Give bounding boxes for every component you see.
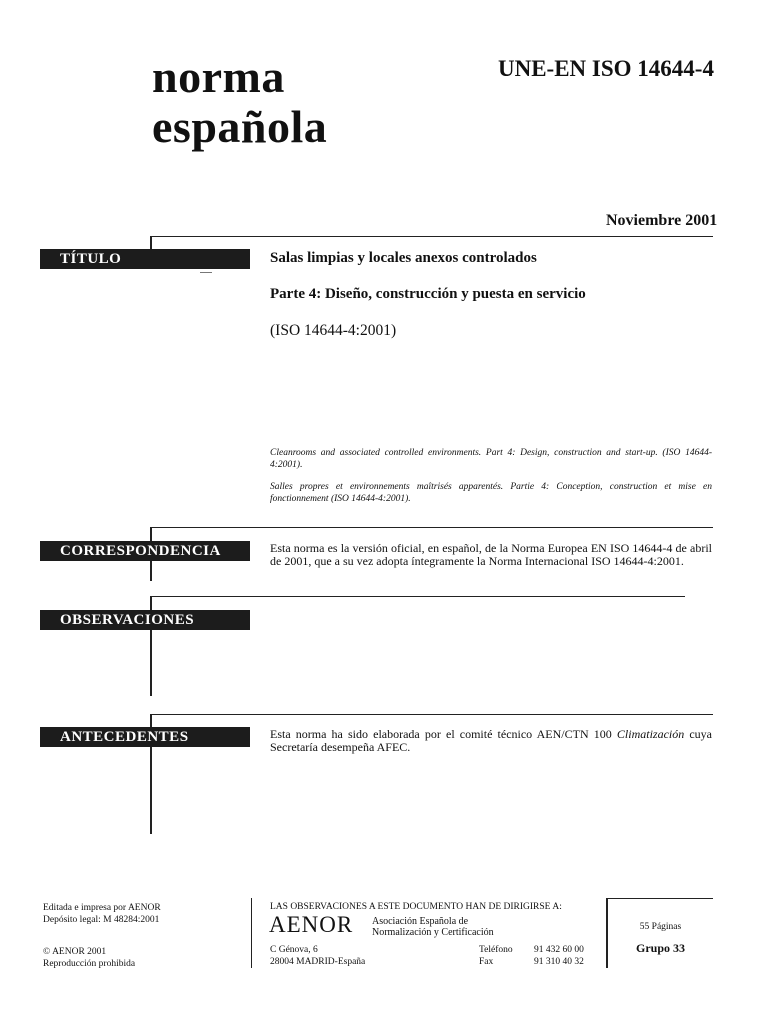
doc-title-line2: española bbox=[152, 101, 328, 152]
org-name-line1: Asociación Española de bbox=[372, 916, 469, 927]
observaciones-label: OBSERVACIONES bbox=[40, 610, 250, 630]
contact-labels bbox=[479, 944, 513, 968]
reproduction-notice: Reproducción prohibida bbox=[43, 959, 136, 969]
antecedentes-text bbox=[270, 728, 712, 754]
part-title: Parte 4: Diseño, construcción y puesta en servicio bbox=[270, 286, 586, 302]
antecedentes-text-end: cuya Secretaría desempeña AFEC. bbox=[270, 727, 713, 754]
footer-copyright-block bbox=[43, 946, 135, 970]
titulo-label: TÍTULO bbox=[40, 249, 250, 269]
price-group: Grupo 33 bbox=[635, 941, 685, 955]
antecedentes-label: ANTECEDENTES bbox=[40, 727, 250, 747]
page-count: 55 Páginas bbox=[639, 922, 682, 932]
doc-title-line1: norma bbox=[152, 51, 285, 102]
correspondencia-label: CORRESPONDENCIA bbox=[40, 541, 250, 561]
titulo-divider bbox=[150, 236, 713, 237]
antecedentes-divider bbox=[150, 714, 713, 715]
standard-code: UNE-EN ISO 14644-4 bbox=[498, 56, 714, 81]
doc-title bbox=[152, 52, 327, 152]
edited-by: Editada e impresa por AENOR bbox=[43, 903, 161, 913]
org-name-line2: Normalización y Certificación bbox=[372, 927, 494, 938]
address-line2: 28004 MADRID-España bbox=[270, 957, 366, 967]
footer-separator-left bbox=[251, 898, 252, 968]
scan-mark bbox=[200, 272, 212, 273]
antecedentes-text-start: Esta norma ha sido elaborada por el comité técnico AEN/CTN 100 bbox=[270, 727, 617, 741]
aenor-logo: AENOR bbox=[269, 912, 354, 937]
fax-value: 91 310 40 32 bbox=[534, 957, 584, 967]
correspondencia-divider bbox=[150, 527, 713, 528]
iso-reference: (ISO 14644-4:2001) bbox=[270, 322, 397, 339]
address-line1: C Génova, 6 bbox=[270, 945, 318, 955]
fax-label: Fax bbox=[479, 957, 494, 967]
publication-date: Noviembre 2001 bbox=[606, 212, 718, 229]
french-title: Salles propres et environnements maîtrisés apparentés. Partie 4: Conception, construction et mise en fonctionnement (ISO 14644-4:2001). bbox=[270, 482, 712, 504]
page-count-box bbox=[606, 898, 713, 968]
observations-notice: LAS OBSERVACIONES A ESTE DOCUMENTO HAN DE DIRIGIRSE A: bbox=[270, 902, 562, 912]
correspondencia-text: Esta norma es la versión oficial, en español, de la Norma Europea EN ISO 14644-4 de abril de 2001, que a su vez adopta íntegramente la Norma Internacional ISO 14644-4:2001. bbox=[270, 541, 712, 568]
org-name bbox=[372, 916, 494, 938]
contact-values bbox=[534, 944, 584, 968]
phone-value: 91 432 60 00 bbox=[534, 945, 584, 955]
english-title: Cleanrooms and associated controlled environments. Part 4: Design, construction and start-up. (ISO 14644-4:2001). bbox=[270, 448, 712, 470]
copyright: © AENOR 2001 bbox=[43, 947, 107, 957]
address bbox=[270, 944, 365, 968]
antecedentes-committee-name: Climatización bbox=[616, 727, 685, 741]
main-title: Salas limpias y locales anexos controlados bbox=[270, 250, 537, 266]
footer-edition-block bbox=[43, 902, 161, 926]
phone-label: Teléfono bbox=[479, 945, 513, 955]
observaciones-divider bbox=[150, 596, 685, 597]
legal-deposit: Depósito legal: M 48284:2001 bbox=[43, 915, 160, 925]
